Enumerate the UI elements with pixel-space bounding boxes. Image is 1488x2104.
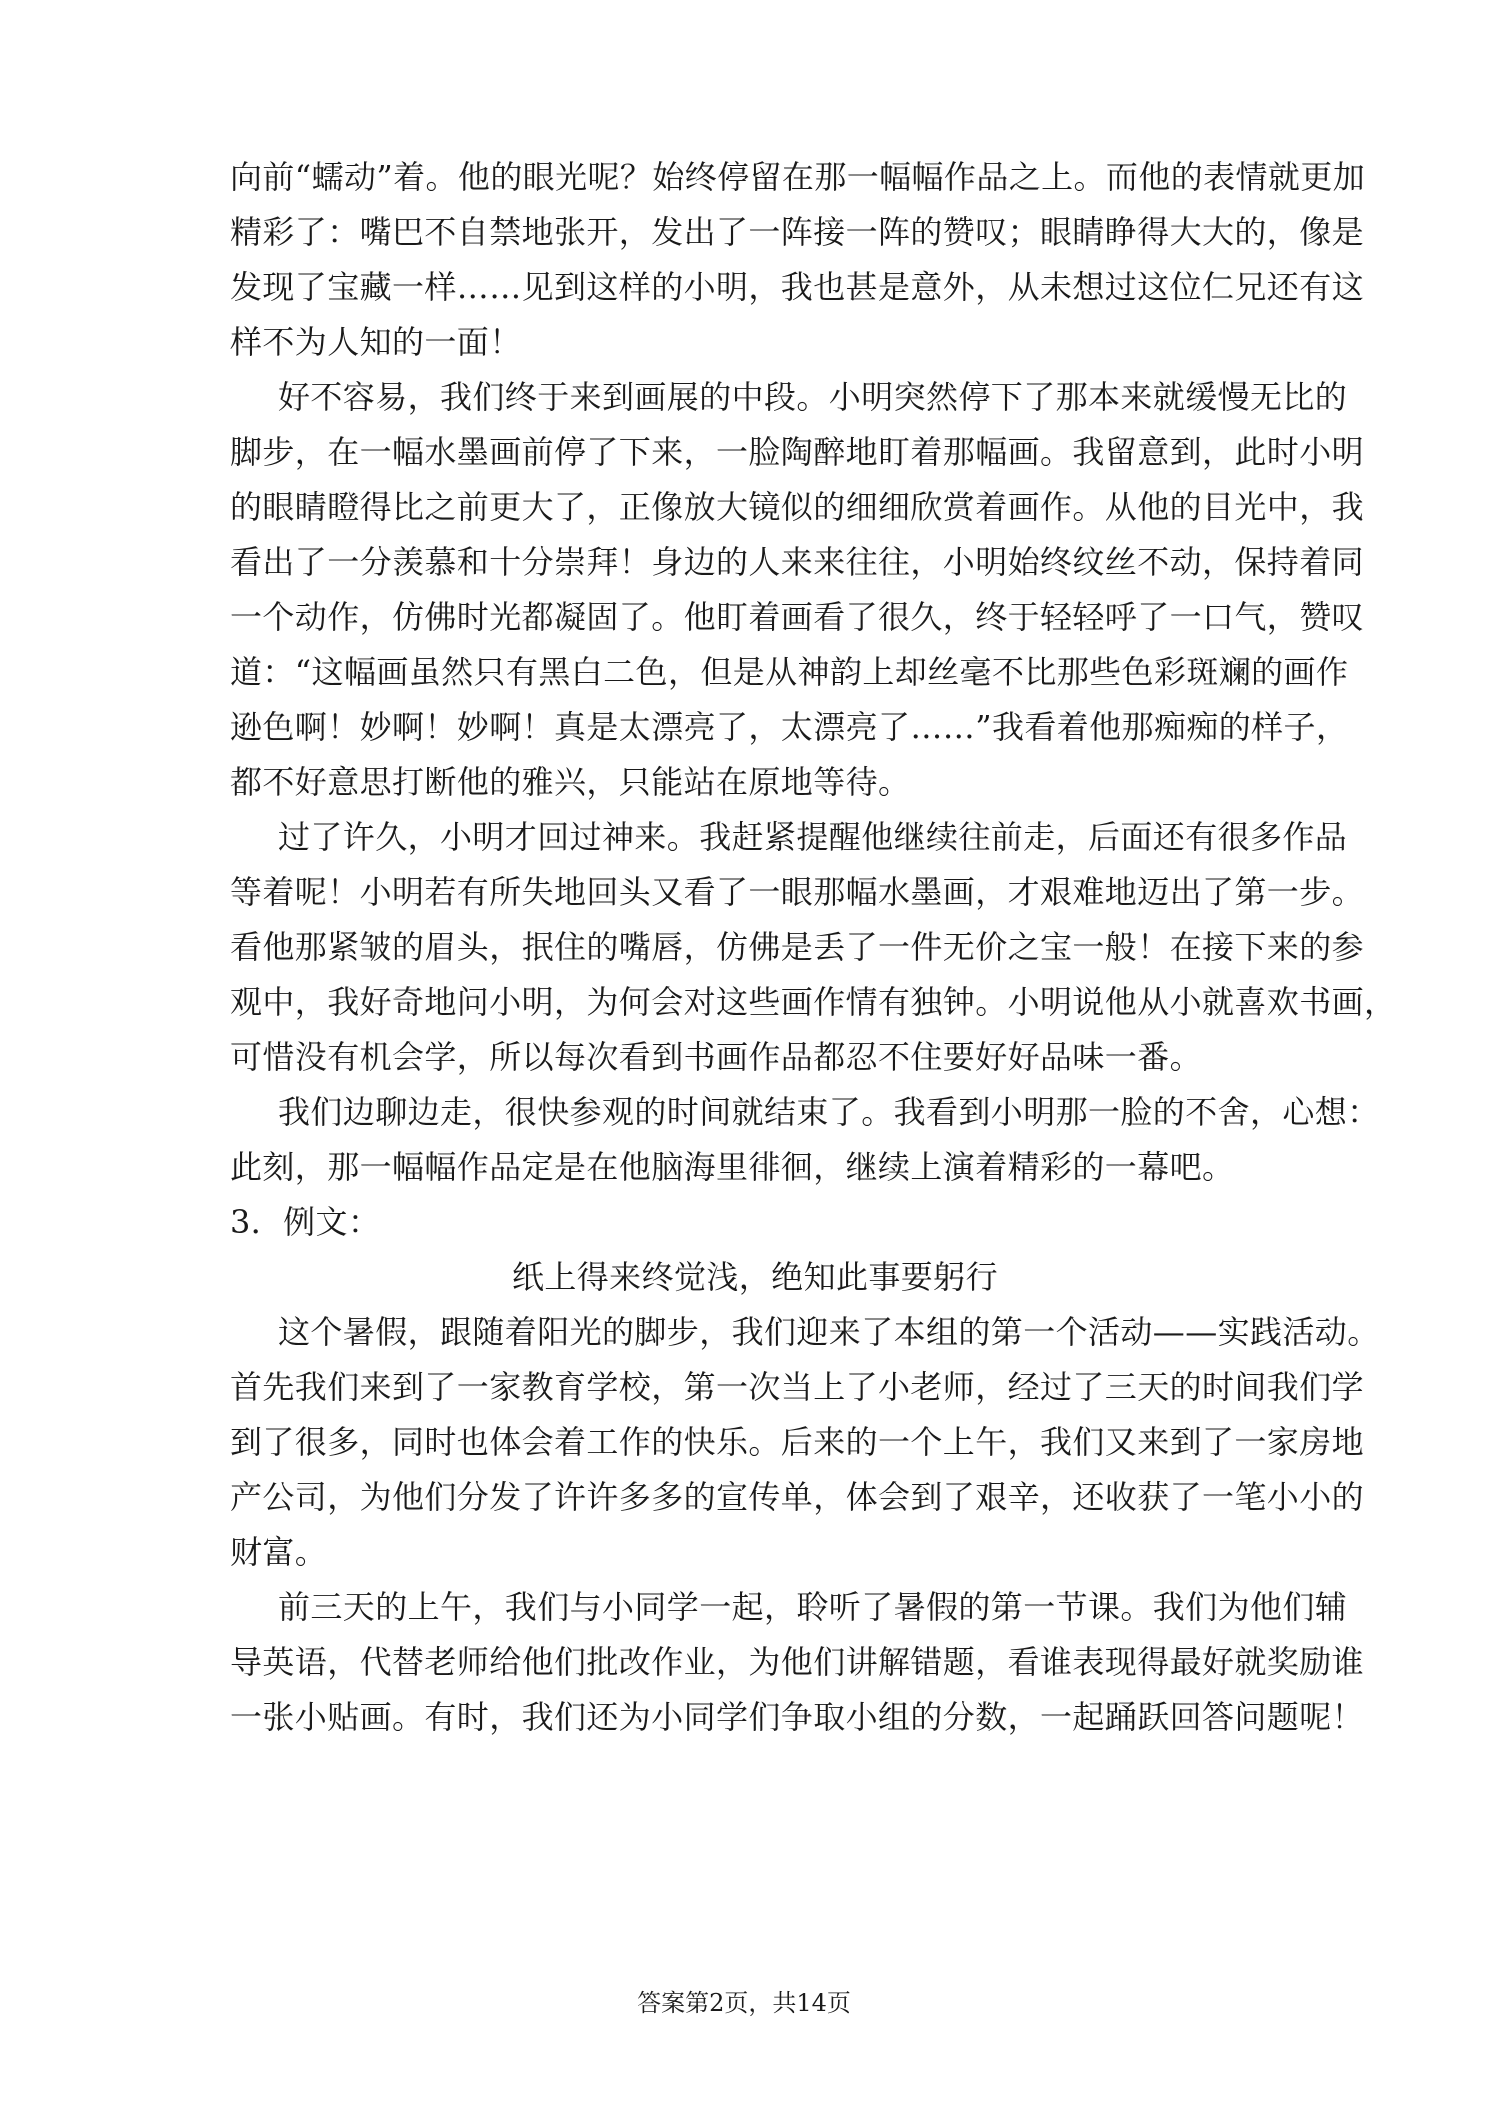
text-line: 逊色啊！妙啊！妙啊！真是太漂亮了，太漂亮了……”我看着他那痴痴的样子， xyxy=(230,708,1349,746)
text-line: 一张小贴画。有时，我们还为小同学们争取小组的分数，一起踊跃回答问题呢！ xyxy=(230,1698,1365,1736)
paragraph-start-line: 好不容易，我们终于来到画展的中段。小明突然停下了那本来就缓慢无比的 xyxy=(278,378,1348,416)
text-line: 发现了宝藏一样……见到这样的小明，我也甚是意外，从未想过这位仁兄还有这 xyxy=(230,268,1365,306)
paragraph-start-line: 前三天的上午，我们与小同学一起，聆听了暑假的第一节课。我们为他们辅 xyxy=(278,1588,1348,1626)
text-line: 产公司，为他们分发了许许多多的宣传单，体会到了艰辛，还收获了一笔小小的 xyxy=(230,1478,1365,1516)
text-line: 脚步，在一幅水墨画前停了下来，一脸陶醉地盯着那幅画。我留意到，此时小明 xyxy=(230,433,1365,471)
text-line: 此刻，那一幅幅作品定是在他脑海里徘徊，继续上演着精彩的一幕吧。 xyxy=(230,1148,1235,1186)
text-line: 导英语，代替老师给他们批改作业，为他们讲解错题，看谁表现得最好就奖励谁 xyxy=(230,1643,1365,1681)
paragraph-start-line: 这个暑假，跟随着阳光的脚步，我们迎来了本组的第一个活动——实践活动。 xyxy=(278,1313,1380,1351)
text-line: 看他那紧皱的眉头，抿住的嘴唇，仿佛是丢了一件无价之宝一般！在接下来的参 xyxy=(230,928,1365,966)
text-line: 一个动作，仿佛时光都凝固了。他盯着画看了很久，终于轻轻呼了一口气，赞叹 xyxy=(230,598,1365,636)
text-line: 可惜没有机会学，所以每次看到书画作品都忍不住要好好品味一番。 xyxy=(230,1038,1203,1076)
text-line: 精彩了：嘴巴不自禁地张开，发出了一阵接一阵的赞叹；眼睛睁得大大的，像是 xyxy=(230,213,1365,251)
document-page xyxy=(230,150,1397,1745)
text-line: 道：“这幅画虽然只有黑白二色，但是从神韵上却丝毫不比那些色彩斑斓的画作 xyxy=(230,653,1349,691)
paragraph-start-line: 我们边聊边走，很快参观的时间就结束了。我看到小明那一脸的不舍，心想： xyxy=(278,1093,1380,1131)
text-line: 看出了一分羡慕和十分崇拜！身边的人来来往往，小明始终纹丝不动，保持着同 xyxy=(230,543,1365,581)
text-line: 等着呢！小明若有所失地回头又看了一眼那幅水墨画，才艰难地迈出了第一步。 xyxy=(230,873,1365,911)
page-number-footer: 答案第2页，共14页 xyxy=(637,1989,851,2017)
text-line: 观中，我好奇地问小明，为何会对这些画作情有独钟。小明说他从小就喜欢书画， xyxy=(230,983,1397,1021)
text-line: 财富。 xyxy=(230,1533,328,1571)
text-line: 样不为人知的一面！ xyxy=(230,323,522,361)
text-line: 到了很多，同时也体会着工作的快乐。后来的一个上午，我们又来到了一家房地 xyxy=(230,1423,1365,1461)
text-line: 的眼睛瞪得比之前更大了，正像放大镜似的细细欣赏着画作。从他的目光中，我 xyxy=(230,488,1365,526)
essay-title: 纸上得来终觉浅，绝知此事要躬行 xyxy=(511,1258,998,1296)
paragraph-start-line: 过了许久，小明才回过神来。我赶紧提醒他继续往前走，后面还有很多作品 xyxy=(278,818,1348,856)
text-line: 向前“蠕动”着。他的眼光呢？始终停留在那一幅幅作品之上。而他的表情就更加 xyxy=(230,158,1366,196)
text-line: 都不好意思打断他的雅兴，只能站在原地等待。 xyxy=(230,763,911,801)
text-line: 首先我们来到了一家教育学校，第一次当上了小老师，经过了三天的时间我们学 xyxy=(230,1368,1365,1406)
section-label: 3．例文： xyxy=(230,1203,381,1241)
